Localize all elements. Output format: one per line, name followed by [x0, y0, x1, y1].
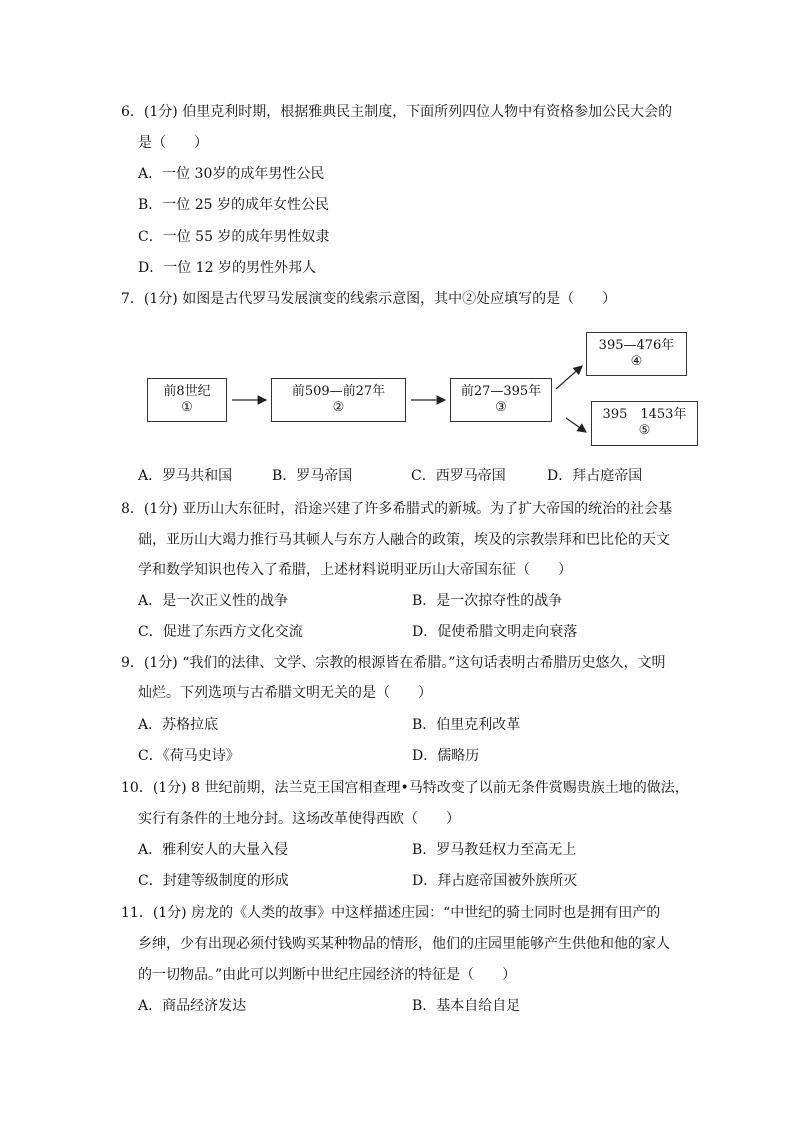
- question-6-option-b: B．一位 25 岁的成年女性公民: [138, 197, 330, 213]
- arrow-3-to-4: [556, 366, 582, 389]
- question-10-stem-line-1: 10．(1分) 8 世纪前期，法兰克王国宫相查理•马特改变了以前无条件赏赐贵族土地的做法，: [121, 780, 689, 796]
- timeline-box-4-number: ④: [630, 354, 643, 369]
- question-9-option-a: A．苏格拉底: [138, 717, 219, 733]
- question-11-stem-line-3: 的一切物品。”由此可以判断中世纪庄园经济的特征是（ ）: [138, 967, 517, 983]
- arrow-3-to-5: [566, 418, 586, 432]
- question-11-stem-line-2: 乡绅，少有出现必须付钱购买某种物品的情形，他们的庄园里能够产生供他和他的家人: [138, 936, 670, 952]
- timeline-box-3-number: ③: [495, 400, 507, 415]
- timeline-box-5-period: 395 1453年: [602, 407, 687, 422]
- question-8-option-b: B．是一次掠夺性的战争: [412, 593, 563, 609]
- question-6-stem-line-1: 6．(1分) 伯里克利时期，根据雅典民主制度，下面所列四位人物中有资格参加公民大会的: [121, 104, 673, 120]
- question-9-option-b: B．伯里克利改革: [412, 717, 521, 733]
- question-11-option-a: A．商品经济发达: [138, 998, 247, 1014]
- timeline-box-4-period: 395—476年: [598, 338, 675, 353]
- question-8-option-c: C．促进了东西方文化交流: [138, 624, 303, 640]
- question-10-option-c: C．封建等级制度的形成: [138, 873, 289, 889]
- question-8-stem-line-2: 础，亚历山大竭力推行马其顿人与东方人融合的政策，埃及的宗教崇拜和巴比伦的天文: [138, 532, 670, 548]
- question-7-option-c: C．西罗马帝国: [411, 468, 506, 484]
- timeline-box-4: [586, 332, 687, 376]
- question-7-option-b: B．罗马帝国: [272, 468, 353, 484]
- timeline-box-3: [450, 378, 552, 422]
- timeline-box-2-period: 前509—前27年: [291, 384, 386, 399]
- question-11-option-b: B．基本自给自足: [412, 998, 521, 1014]
- question-9-stem-line-2: 灿烂。下列选项与古希腊文明无关的是（ ）: [138, 685, 432, 701]
- question-9-stem-line-1: 9．(1分) “我们的法律、文学、宗教的根源皆在希腊。”这句话表明古希腊历史悠久，文明: [121, 655, 666, 671]
- question-7-stem-line-1: 7．(1分) 如图是古代罗马发展演变的线索示意图，其中②处应填写的是（ ）: [121, 291, 617, 307]
- question-7-option-d: D．拜占庭帝国: [547, 468, 643, 484]
- timeline-box-1-number: ①: [181, 400, 193, 415]
- timeline-box-1-period: 前8世纪: [163, 384, 211, 399]
- timeline-box-3-period: 前27—395年: [460, 384, 542, 399]
- timeline-box-2-number: ②: [332, 400, 345, 415]
- question-6-option-d: D．一位 12 岁的男性外邦人: [138, 260, 316, 276]
- timeline-box-2: [271, 378, 406, 422]
- question-9-option-c: C．《荷马史诗》: [138, 748, 240, 764]
- question-8-option-d: D．促使希腊文明走向衰落: [412, 624, 578, 640]
- question-6-option-c: C．一位 55 岁的成年男性奴隶: [138, 229, 330, 245]
- question-10-option-a: A．雅利安人的大量入侵: [138, 842, 289, 858]
- question-8-stem-line-1: 8．(1分) 亚历山大东征时，沿途兴建了许多希腊式的新城。为了扩大帝国的统治的社会基: [121, 501, 673, 517]
- question-8-stem-line-3: 学和数学知识也传入了希腊，上述材料说明亚历山大帝国东征（ ）: [138, 562, 572, 578]
- question-10-stem-line-2: 实行有条件的土地分封。这场改革使得西欧（ ）: [138, 811, 460, 827]
- timeline-box-1: [147, 378, 227, 422]
- question-11-stem-line-1: 11．(1分) 房龙的《人类的故事》中这样描述庄园：“中世纪的骑士同时也是拥有田产的: [121, 905, 661, 921]
- question-6-option-a: A．一位 30岁的成年男性公民: [138, 166, 325, 182]
- timeline-box-5-number: ⑤: [638, 423, 651, 438]
- question-10-option-d: D．拜占庭帝国被外族所灭: [412, 873, 578, 889]
- question-7-option-a: A．罗马共和国: [138, 468, 233, 484]
- question-6-stem-line-2: 是（ ）: [138, 135, 208, 151]
- question-9-option-d: D．儒略历: [412, 748, 480, 764]
- question-10-option-b: B．罗马教廷权力至高无上: [412, 842, 577, 858]
- question-8-option-a: A．是一次正义性的战争: [138, 593, 289, 609]
- timeline-box-5: [591, 401, 698, 446]
